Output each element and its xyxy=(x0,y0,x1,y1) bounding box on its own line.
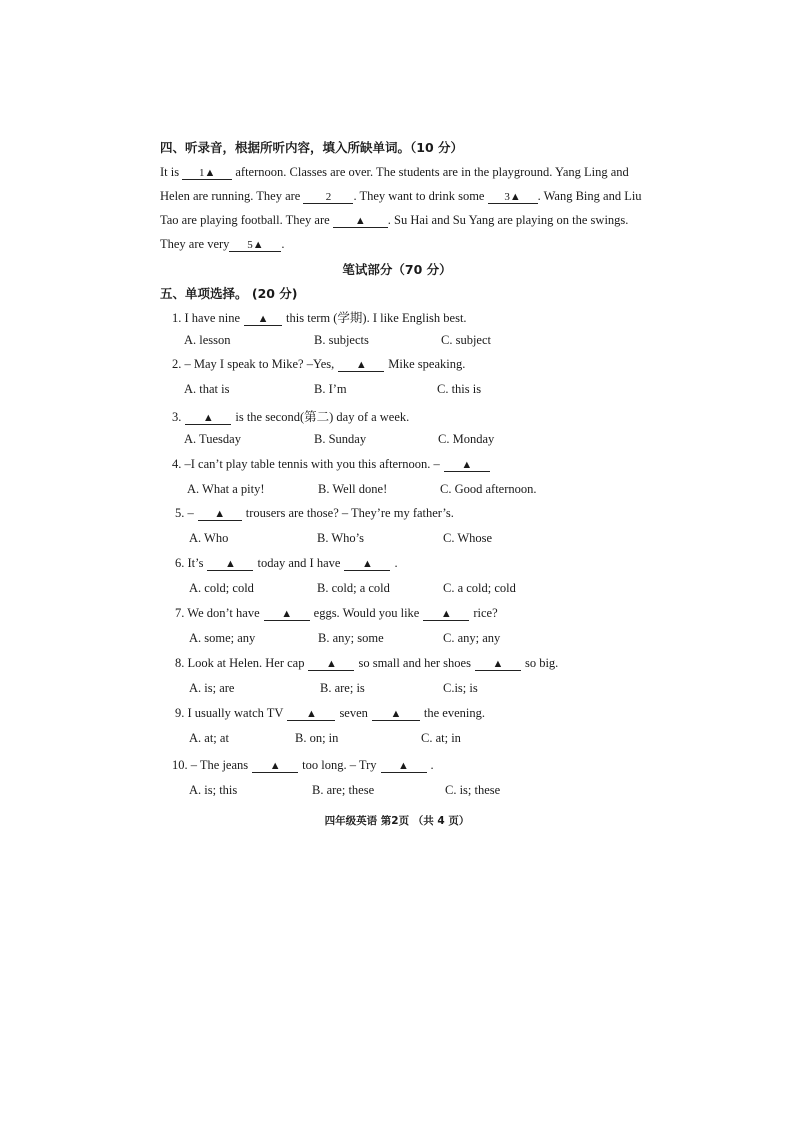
written-part-title: 笔试部分（70 分） xyxy=(342,262,452,277)
text: They are very xyxy=(160,237,230,251)
question-text: so small and her shoes xyxy=(358,656,471,670)
option-b: B. I’m xyxy=(314,382,347,396)
answer-blank: ▲ xyxy=(423,608,469,621)
question-text: 5. – xyxy=(175,506,194,520)
question-1 xyxy=(172,308,467,326)
question-text: . xyxy=(394,556,398,570)
option-a: A. Tuesday xyxy=(184,432,241,446)
option-b: B. are; these xyxy=(312,783,375,797)
answer-blank: ▲ xyxy=(381,760,427,773)
option-a: A. at; at xyxy=(189,731,229,745)
option-a: A. is; this xyxy=(189,783,238,797)
answer-blank: ▲ xyxy=(338,359,384,372)
text: Tao are playing football. They are xyxy=(160,213,330,227)
blank-1: 1▲ xyxy=(182,167,232,180)
answer-blank: ▲ xyxy=(372,708,420,721)
blank-5: 5▲ xyxy=(229,239,281,252)
question-3 xyxy=(172,407,409,425)
text: . They want to drink some xyxy=(353,189,485,203)
option-b: B. any; some xyxy=(318,631,384,645)
option-c: C.is; is xyxy=(443,681,478,695)
question-text: 9. I usually watch TV xyxy=(175,706,284,720)
option-b: B. Well done! xyxy=(318,482,388,496)
question-text: eggs. Would you like xyxy=(313,606,420,620)
text: afternoon. Classes are over. The students are in the playground. Yang Ling and xyxy=(235,165,629,179)
listening-line-3 xyxy=(160,213,628,228)
question-2 xyxy=(172,357,465,372)
option-b: B. on; in xyxy=(295,731,339,745)
blank-3: 3▲ xyxy=(488,191,538,204)
question-text: 3. xyxy=(172,410,182,424)
question-5 xyxy=(175,506,454,521)
question-text: 10. – The jeans xyxy=(172,758,249,772)
answer-blank: ▲ xyxy=(252,760,298,773)
answer-blank: ▲ xyxy=(185,412,231,425)
answer-blank: ▲ xyxy=(475,658,521,671)
text: Helen are running. They are xyxy=(160,189,301,203)
question-text: this term (学期). I like English best. xyxy=(286,311,467,325)
answer-blank: ▲ xyxy=(308,658,354,671)
option-c: C. a cold; cold xyxy=(443,581,516,595)
question-text: seven xyxy=(339,706,368,720)
question-text: 8. Look at Helen. Her cap xyxy=(175,656,305,670)
blank-2: 2 xyxy=(303,191,353,204)
question-text: 7. We don’t have xyxy=(175,606,260,620)
option-a: A. that is xyxy=(184,382,230,396)
choice-heading: 五、单项选择。 (20 分) xyxy=(160,286,298,301)
question-7 xyxy=(175,606,498,621)
answer-blank: ▲ xyxy=(444,459,490,472)
option-a: A. Who xyxy=(189,531,229,545)
answer-blank: ▲ xyxy=(244,313,282,326)
blank-4: ▲ xyxy=(333,215,388,228)
option-b: B. are; is xyxy=(320,681,365,695)
text: . xyxy=(281,237,285,251)
question-text: too long. – Try xyxy=(302,758,377,772)
question-text: 2. – May I speak to Mike? –Yes, xyxy=(172,357,335,371)
answer-blank: ▲ xyxy=(344,558,390,571)
text: . Su Hai and Su Yang are playing on the swings. xyxy=(387,213,629,227)
answer-blank: ▲ xyxy=(207,558,253,571)
option-c: C. Monday xyxy=(438,432,495,446)
option-a: A. lesson xyxy=(184,333,231,347)
question-text: today and I have xyxy=(257,556,341,570)
option-a: A. some; any xyxy=(189,631,256,645)
option-c: C. at; in xyxy=(421,731,461,745)
option-c: C. this is xyxy=(437,382,482,396)
listening-line-2 xyxy=(160,189,642,204)
option-b: B. cold; a cold xyxy=(317,581,390,595)
question-9 xyxy=(175,706,485,721)
option-c: C. Good afternoon. xyxy=(440,482,537,496)
option-a: A. What a pity! xyxy=(187,482,265,496)
option-c: C. Whose xyxy=(443,531,493,545)
question-text: trousers are those? – They’re my father’s. xyxy=(245,506,454,520)
question-4 xyxy=(172,457,494,472)
listening-line-1 xyxy=(160,165,629,180)
question-text: rice? xyxy=(473,606,498,620)
question-text: 1. I have nine xyxy=(172,311,241,325)
page-footer: 四年级英语 第2页 （共 4 页） xyxy=(324,815,470,827)
option-b: B. Who’s xyxy=(317,531,364,545)
question-text: is the second(第二) day of a week. xyxy=(235,410,410,424)
answer-blank: ▲ xyxy=(264,608,310,621)
text: It is xyxy=(160,165,180,179)
option-a: A. is; are xyxy=(189,681,235,695)
question-text: Mike speaking. xyxy=(388,357,466,371)
question-8 xyxy=(175,656,558,671)
option-b: B. subjects xyxy=(314,333,369,347)
question-text: 6. It’s xyxy=(175,556,204,570)
question-text: so big. xyxy=(524,656,559,670)
text: . Wang Bing and Liu xyxy=(537,189,642,203)
option-a: A. cold; cold xyxy=(189,581,254,595)
question-text: 4. –I can’t play table tennis with you this afternoon. – xyxy=(172,457,440,471)
option-c: C. is; these xyxy=(445,783,501,797)
option-b: B. Sunday xyxy=(314,432,367,446)
option-c: C. any; any xyxy=(443,631,501,645)
answer-blank: ▲ xyxy=(287,708,335,721)
question-6 xyxy=(175,556,398,571)
listening-line-4 xyxy=(160,237,285,252)
question-10 xyxy=(172,758,434,773)
question-text: the evening. xyxy=(423,706,485,720)
question-text: . xyxy=(430,758,434,772)
listening-heading: 四、听录音，根据所听内容，填入所缺单词。（10 分） xyxy=(160,140,463,155)
option-c: C. subject xyxy=(441,333,491,347)
answer-blank: ▲ xyxy=(198,508,242,521)
